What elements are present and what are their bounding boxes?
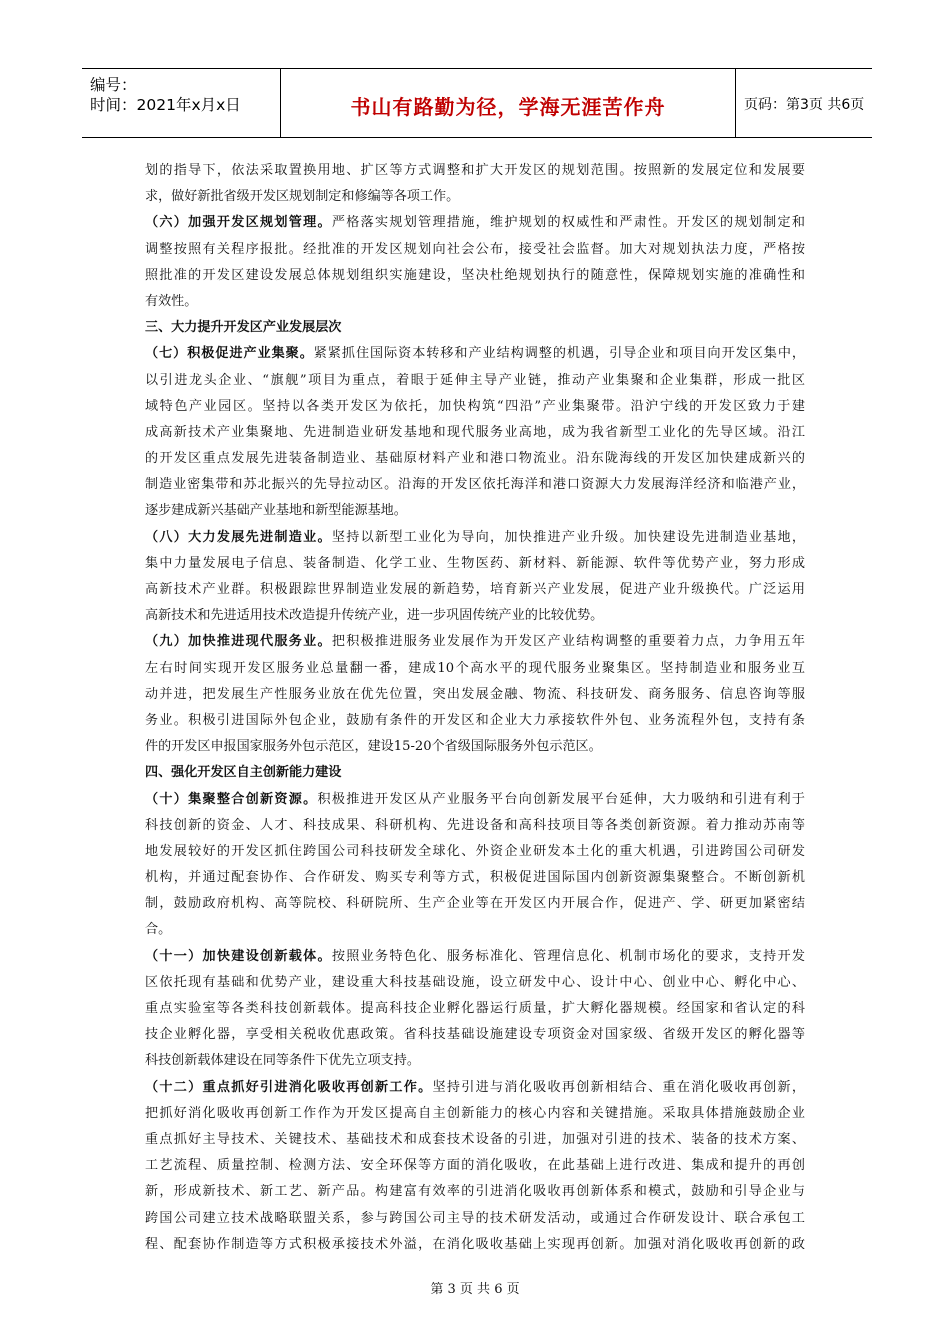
body-text-line (145, 1101, 805, 1127)
header-motto-cell (281, 69, 736, 137)
line-text: 三、大力提升开发区产业发展层次 (145, 320, 342, 336)
line-text: 技企业孵化器，享受相关税收优惠政策。省科技基础设施建设专项资金对国家级、省级开发区的孵化器等 (145, 1027, 805, 1043)
line-text: 高新技术和先进适用技术改造提升传统产业，进一步巩固传统产业的比较优势。 (145, 608, 604, 624)
line-text: 集中力量发展电子信息、装备制造、化学工业、生物医药、新材料、新能源、软件等优势产业，努力形成 (145, 555, 805, 571)
header-motto: 书山有路勤为径，学海无涯苦作舟 (350, 95, 666, 119)
line-text: 划的指导下，依法采取置换用地、扩区等方式调整和扩大开发区的规划范围。按照新的发展定位和发展要 (145, 163, 805, 178)
body-text-line (145, 210, 805, 236)
body-text-line (145, 368, 805, 394)
line-text: 以引进龙头企业、“旗舰”项目为重点，着眼于延伸主导产业链，推动产业集聚和企业集群，形成一批区 (145, 372, 805, 388)
body-text-line (145, 1153, 805, 1179)
line-text: 求，做好新批省级开发区规划制定和修编等各项工作。 (145, 189, 460, 205)
body-text-line (145, 237, 805, 263)
line-text: 地发展较好的开发区抓住跨国公司科技研发全球化、外资企业研发本土化的重大机遇，引进跨国公司研发 (145, 843, 805, 859)
body-text-line (145, 498, 805, 524)
line-text: 的开发区重点发展先进装备制造业、基础原材料产业和港口物流业。沿东陇海线的开发区加快建成新兴的 (145, 451, 805, 467)
body-text-line (145, 525, 805, 551)
line-text: 四、强化开发区自主创新能力建设 (145, 765, 342, 781)
body-text-line (145, 472, 805, 498)
section-heading (145, 760, 805, 786)
paragraph-lead-title: （七）积极促进产业集聚。 (145, 346, 314, 362)
line-text: 件的开发区申报国家服务外包示范区，建设15-20个省级国际服务外包示范区。 (145, 739, 602, 755)
line-text: 成高新技术产业集聚地、先进制造业研发基地和现代服务业高地，成为我省新型工业化的先导区域。沿江 (145, 424, 805, 440)
line-text: 高新技术产业群。积极跟踪世界制造业发展的新趋势，培育新兴产业发展，促进产业升级换代。广泛运用 (145, 582, 805, 597)
body-text-line (145, 1022, 805, 1048)
line-text: 工艺流程、质量控制、检测方法、安全环保等方面的消化吸收，在此基础上进行改进、集成和提升的再创 (145, 1158, 805, 1174)
body-text-line (145, 787, 805, 813)
body-text-line (145, 446, 805, 472)
line-text: 动并进，把发展生产性服务业放在优先位置，突出发展金融、物流、科技研发、商务服务、信息咨询等服 (145, 686, 805, 702)
body-text-line (145, 1206, 805, 1232)
paragraph-lead-title: （九）加快推进现代服务业。 (145, 634, 332, 650)
line-text: 重点抓好主导技术、关键技术、基础技术和成套技术设备的引进，加强对引进的技术、装备的技术方案、 (145, 1131, 805, 1147)
body-text-line (145, 394, 805, 420)
line-text: 程、配套协作制造等方式积极承接技术外溢，在消化吸收基础上实现再创新。加强对消化吸收再创新的政 (145, 1236, 805, 1252)
line-text: 把积极推进服务业发展作为开发区产业结构调整的重要着力点，力争用五年 (331, 634, 805, 650)
body-text-line (145, 839, 805, 865)
page-header (82, 68, 872, 138)
line-text: 域特色产业园区。坚持以各类开发区为依托，加快构筑“四沿”产业集聚带。沿沪宁线的开发区致力于建 (145, 398, 805, 414)
line-text: 务业。积极引进国际外包企业，鼓励有条件的开发区和企业大力承接软件外包、业务流程外包，支持有条 (145, 712, 805, 728)
line-text: 紧紧抓住国际资本转移和产业结构调整的机遇，引导企业和项目向开发区集中， (313, 346, 805, 362)
body-text-line (145, 1232, 805, 1258)
paragraph-lead-title: （十一）加快建设创新载体。 (145, 948, 332, 964)
body-text-line (145, 629, 805, 655)
body-text-line (145, 551, 805, 577)
line-text: 把抓好消化吸收再创新工作作为开发区提高自主创新能力的核心内容和关键措施。采取具体措施鼓励企业 (145, 1105, 805, 1121)
body-text-line (145, 708, 805, 734)
line-text: 制造业密集带和苏北振兴的先导拉动区。沿海的开发区依托海洋和港口资源大力发展海洋经济和临港产业， (145, 477, 805, 493)
header-page-number: 页码：第3页 共6页 (744, 97, 865, 113)
body-text-line (145, 1048, 805, 1074)
body-text-line (145, 577, 805, 603)
paragraph-lead-title: （十）集聚整合创新资源。 (145, 791, 318, 807)
line-text: 科技创新的资金、人才、科技成果、科研机构、先进设备和高科技项目等各类创新资源。着力推动苏南等 (145, 817, 805, 833)
body-text-line (145, 734, 805, 760)
body-text-line (145, 158, 805, 184)
paragraph-lead-title: （十二）重点抓好引进消化吸收再创新工作。 (145, 1079, 433, 1095)
body-text-line (145, 1127, 805, 1153)
paragraph-lead-title: （六）加强开发区规划管理。 (145, 215, 332, 231)
line-text: 按照业务特色化、服务标准化、管理信息化、机制市场化的要求，支持开发 (331, 948, 805, 964)
line-text: 坚持引进与消化吸收再创新相结合、重在消化吸收再创新， (432, 1079, 805, 1095)
line-text: 调整按照有关程序报批。经批准的开发区规划向社会公布，接受社会监督。加大对规划执法力度，严格按 (145, 241, 805, 257)
body-text-line (145, 996, 805, 1022)
document-body (145, 158, 805, 1258)
body-text-line (145, 917, 805, 943)
line-text: 左右时间实现开发区服务业总量翻一番，建成10个高水平的现代服务业聚集区。坚持制造业和服务业互 (145, 660, 805, 676)
line-text: 有效性。 (145, 293, 198, 309)
body-text-line (145, 420, 805, 446)
line-text: 积极推进开发区从产业服务平台向创新发展平台延伸，大力吸纳和引进有利于 (317, 791, 805, 807)
body-text-line (145, 341, 805, 367)
page-footer: 第 3 页 共 6 页 (430, 1282, 520, 1297)
document-time-label: 时间：2021年x月x日 (90, 96, 241, 114)
line-text: 机构，并通过配套协作、合作研发、购买专利等方式，积极促进国际国内创新资源集聚整合。不断创新机 (145, 870, 805, 886)
body-text-line (145, 656, 805, 682)
body-text-line (145, 1179, 805, 1205)
body-text-line (145, 865, 805, 891)
line-text: 跨国公司建立技术战略联盟关系，参与跨国公司主导的技术研发活动，或通过合作研发设计、联合承包工 (145, 1210, 805, 1226)
body-text-line (145, 184, 805, 210)
body-text-line (145, 603, 805, 629)
body-text-line (145, 263, 805, 289)
section-heading (145, 315, 805, 341)
line-text: 重点实验室等各类科技创新载体。提高科技企业孵化器运行质量，扩大孵化器规模。经国家和省认定的科 (145, 1001, 805, 1016)
body-text-line (145, 682, 805, 708)
line-text: 照批准的开发区建设发展总体规划组织实施建设，坚决杜绝规划执行的随意性，保障规划实施的准确性和 (145, 267, 805, 283)
body-text-line (145, 891, 805, 917)
line-text: 坚持以新型工业化为导向，加快推进产业升级。加快建设先进制造业基地， (331, 529, 805, 545)
line-text: 科技创新载体建设在同等条件下优先立项支持。 (145, 1053, 420, 1069)
header-meta-cell (82, 69, 281, 137)
line-text: 逐步建成新兴基础产业基地和新型能源基地。 (145, 503, 407, 519)
body-text-line (145, 813, 805, 839)
paragraph-lead-title: （八）大力发展先进制造业。 (145, 529, 332, 545)
line-text: 合。 (145, 922, 172, 938)
body-text-line (145, 970, 805, 996)
line-text: 制，鼓励政府机构、高等院校、科研院所、生产企业等在开发区内开展合作，促进产、学、研更加紧密结 (145, 896, 805, 912)
document-number-label: 编号： (90, 76, 137, 94)
line-text: 新，形成新技术、新工艺、新产品。构建富有效率的引进消化吸收再创新体系和模式，鼓励和引导企业与 (145, 1184, 805, 1200)
header-page-cell (736, 69, 872, 137)
body-text-line (145, 1075, 805, 1101)
line-text: 区依托现有基础和优势产业，建设重大科技基础设施，设立研发中心、设计中心、创业中心、孵化中心、 (145, 974, 805, 990)
line-text: 严格落实规划管理措施，维护规划的权威性和严肃性。开发区的规划制定和 (331, 215, 805, 231)
body-text-line (145, 944, 805, 970)
body-text-line (145, 289, 805, 315)
